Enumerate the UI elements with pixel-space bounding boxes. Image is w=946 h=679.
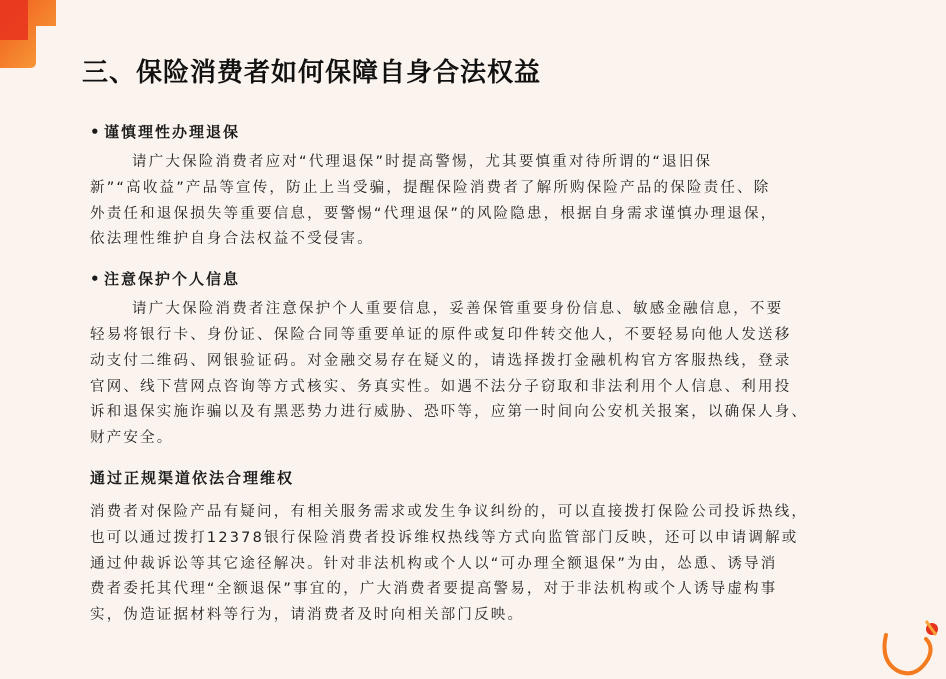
section-heading-text: 通过正规渠道依法合理维权 — [90, 468, 295, 487]
paragraph-line: 依法理性维护自身合法权益不受侵害。 — [90, 231, 374, 248]
paragraph-line: 费者委托其代理“全额退保”事宜的，广大消费者要提高警易，对于非法机构或个人诱导虚构事 — [90, 581, 778, 598]
corner-decoration — [0, 0, 60, 68]
section-heading-text: 注意保护个人信息 — [104, 270, 241, 289]
paragraph-line: 消费者对保险产品有疑问，有相关服务需求或发生争议纠纷的，可以直接拨打保险公司投诉热线， — [90, 503, 809, 520]
paragraph-line: 请广大保险消费者应对“代理退保”时提高警惕，尤其要慎重对待所谓的“退旧保 — [132, 154, 713, 170]
paragraph-line: 也可以通过拨打12378银行保险消费者投诉维权热线等方式向监管部门反映，还可以申请调解或 — [90, 529, 799, 546]
paragraph-line: 诉和退保实施诈骗以及有黑恶势力进行威胁、恐吓等，应第一时间向公安机关报案，以确保人身、 — [90, 404, 809, 421]
paragraph-line: 财产安全。 — [90, 430, 174, 447]
section-paragraph — [90, 500, 890, 629]
paragraph-line: 通过仲裁诉讼等其它途径解决。针对非法机构或个人以“可办理全额退保”为由，怂恿、诱导消 — [90, 555, 778, 572]
section-paragraph — [90, 297, 890, 452]
section-heading-rights — [90, 464, 890, 492]
section-paragraph — [90, 150, 890, 253]
swirl-decoration-icon — [876, 599, 946, 679]
section-heading-privacy — [90, 265, 890, 293]
paragraph-line: 请广大保险消费者注意保护个人重要信息，妥善保管重要身份信息、敏感金融信息，不要 — [132, 301, 784, 318]
bullet-icon: • — [90, 270, 102, 289]
document-body — [90, 118, 890, 629]
paragraph-line: 实，伪造证据材料等行为，请消费者及时向相关部门反映。 — [90, 607, 525, 624]
page-title: 三、保险消费者如何保障自身合法权益 — [82, 58, 542, 88]
section-heading-text: 谨慎理性办理退保 — [104, 123, 241, 141]
paragraph-line: 轻易将银行卡、身份证、保险合同等重要单证的原件或复印件转交他人，不要轻易向他人发送移 — [90, 326, 792, 343]
paragraph-line: 动支付二维码、网银验证码。对金融交易存在疑义的，请选择拨打金融机构官方客服热线，登录 — [90, 352, 792, 369]
paragraph-line: 官网、线下营网点咨询等方式核实、务真实性。如遇不法分子窃取和非法利用个人信息、利用投 — [90, 378, 792, 395]
paragraph-line: 外责任和退保损失等重要信息，要警惕“代理退保”的风险隐患，根据自身需求谨慎办理退保， — [90, 205, 778, 222]
paragraph-line: 新”“高收益”产品等宣传，防止上当受骗，提醒保险消费者了解所购保险产品的保险责任、除 — [90, 179, 771, 196]
bullet-icon: • — [90, 123, 102, 141]
section-heading-surrender — [90, 118, 890, 146]
